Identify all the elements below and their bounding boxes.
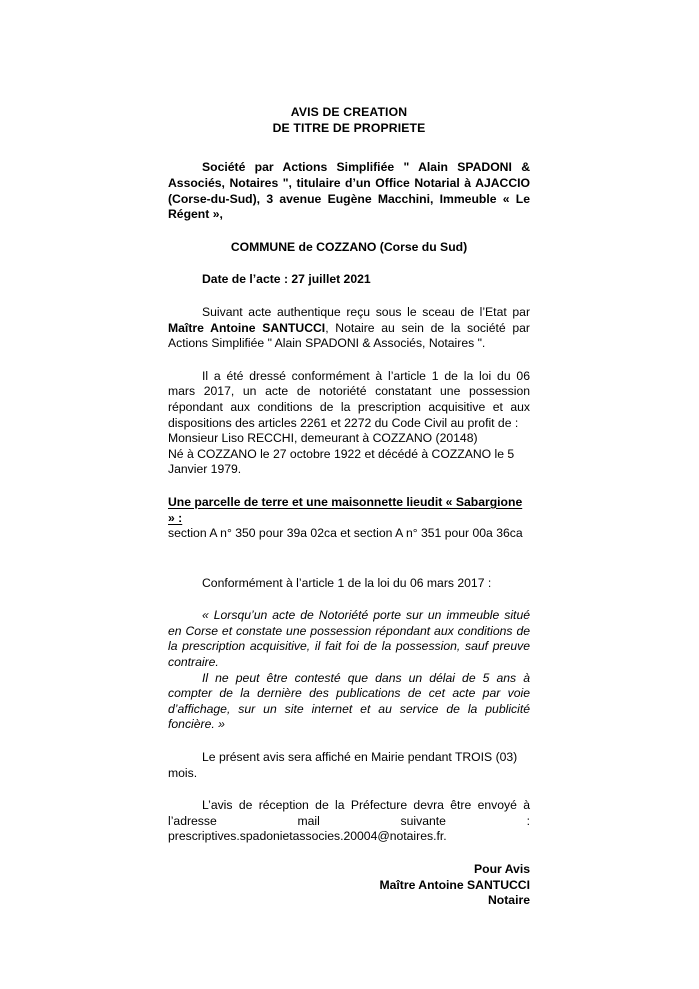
affichage-line: Le présent avis sera affiché en Mairie pendant TROIS (03) mois. — [168, 750, 518, 780]
parcel-detail: section A n° 350 pour 39a 02ca et section A n° 351 pour 00a 36ca — [168, 526, 523, 541]
company-paragraph: Société par Actions Simplifiée " Alain SPADONI & Associés, Notaires ", titulaire d’un Office Notarial à AJACCIO (Corse-du-Sud), 3 avenue Eugène Macchini, Immeuble « Le Régent », — [168, 160, 530, 222]
paragraph-suivant-part-2: , Notaire au sein de la société par Actions Simplifiée " Alain SPADONI & Associés, Notaires ". — [168, 320, 530, 351]
document-body — [168, 104, 530, 909]
signature-line-2: Maître Antoine SANTUCCI — [379, 877, 530, 892]
signature-block — [168, 862, 530, 909]
paragraph-suivant-part-1: Suivant acte authentique reçu sous le sceau de l’Etat par — [202, 304, 530, 319]
paragraph-dresse: Il a été dressé conformément à l’article 1 de la loi du 06 mars 2017, un acte de notoriété constatant une possession répondant aux conditions de la prescription acquisitive et aux dispositions des articles 2261 et 2272 du Code Civil au profit de : — [168, 368, 530, 430]
quote-paragraph-1: « Lorsqu’un acte de Notoriété porte sur un immeuble situé en Corse et constate une possession répondant aux conditions de la prescription acquisitive, il fait foi de la possession, sauf preuve contraire. — [168, 608, 530, 670]
spacer — [168, 845, 530, 862]
document-title — [168, 104, 530, 136]
notary-name-bold: Maître Antoine SANTUCCI — [168, 320, 326, 335]
spacer — [168, 352, 530, 369]
paragraph-suivant — [168, 305, 530, 352]
spacer — [168, 136, 530, 160]
beneficiary-line-1: Monsieur Liso RECCHI, demeurant à COZZANO (20148) — [168, 431, 478, 446]
signature-line-1: Pour Avis — [474, 862, 530, 876]
document-title-line-2: DE TITRE DE PROPRIETE — [272, 121, 426, 136]
spacer — [168, 223, 530, 240]
conformement-line: Conformément à l’article 1 de la loi du 06 mars 2017 : — [202, 575, 492, 590]
quote-paragraph-2: Il ne peut être contesté que dans un délai de 5 ans à compter de la dernière des publications de cet acte par voie d’affichage, sur un site internet et au service de la publicité foncière. » — [168, 670, 530, 732]
spacer — [168, 288, 530, 305]
spacer — [168, 733, 530, 750]
spacer — [168, 255, 530, 272]
prefecture-paragraph: L’avis de réception de la Préfecture devra être envoyé à l’adresse mail suivante : prescriptives.spadonietassocies.20004@notaires.fr. — [168, 798, 530, 844]
document-title-line-1: AVIS DE CREATION — [290, 105, 408, 119]
spacer — [168, 781, 530, 798]
act-date: Date de l’acte : 27 juillet 2021 — [202, 272, 371, 287]
parcel-heading: Une parcelle de terre et une maisonnette lieudit « Sabargione » : — [168, 494, 523, 525]
spacer — [168, 478, 530, 495]
beneficiary-line-2: Né à COZZANO le 27 octobre 1922 et décédé à COZZANO le 5 Janvier 1979. — [168, 446, 515, 477]
spacer — [168, 591, 530, 608]
spacer — [168, 542, 530, 576]
signature-line-3: Notaire — [488, 893, 530, 908]
commune-heading: COMMUNE de COZZANO (Corse du Sud) — [230, 239, 468, 254]
